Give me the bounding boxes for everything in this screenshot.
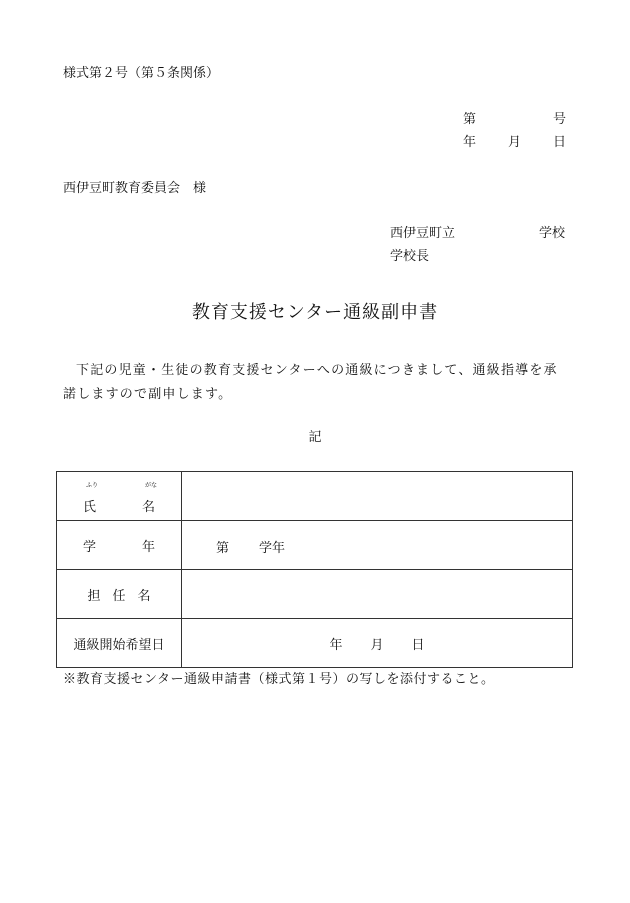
grade-field[interactable] <box>182 521 573 570</box>
document-number-suffix: 号 <box>553 112 567 127</box>
date-year: 年 <box>463 135 477 150</box>
grade-suffix: 学年 <box>259 541 286 556</box>
attachment-note: ※教育支援センター通級申請書（様式第１号）の写しを添付すること。 <box>63 672 495 687</box>
start-year: 年 <box>329 637 343 653</box>
teacher-label-2: 任 <box>112 588 126 604</box>
start-date-label: 通級開始希望日 <box>57 619 182 668</box>
name-label-2: 名 <box>142 500 156 515</box>
principal-title: 学校長 <box>390 249 430 264</box>
name-field[interactable] <box>182 472 573 521</box>
name-label-1: 氏 <box>82 500 96 515</box>
grade-prefix: 第 <box>216 541 230 556</box>
date-day: 日 <box>553 135 567 150</box>
date-month: 月 <box>508 135 522 150</box>
body-text: 下記の児童・生徒の教育支援センターへの通級につきまして、通級指導を承諾しますので副申します。 <box>63 363 558 402</box>
start-month: 月 <box>370 637 384 653</box>
start-day: 日 <box>411 637 425 653</box>
grade-label-2: 年 <box>142 539 156 555</box>
table-row-name <box>57 472 573 521</box>
teacher-label-3: 名 <box>137 588 151 604</box>
start-date-field[interactable] <box>182 619 573 668</box>
table-row-grade <box>57 521 573 570</box>
teacher-label <box>57 570 182 619</box>
name-label <box>57 496 181 515</box>
form-number: 様式第２号（第５条関係） <box>63 66 220 81</box>
furigana-1: ふり <box>86 482 99 489</box>
table-row-teacher <box>57 570 573 619</box>
school-name-prefix: 西伊豆町立 <box>390 226 456 241</box>
ki-heading: 記 <box>308 430 322 445</box>
name-label-cell <box>57 472 182 521</box>
teacher-field[interactable] <box>182 570 573 619</box>
school-name-suffix: 学校 <box>539 226 566 241</box>
document-number-prefix: 第 <box>463 112 477 127</box>
addressee: 西伊豆町教育委員会 様 <box>63 181 207 196</box>
document-title: 教育支援センター通級副申書 <box>191 302 439 323</box>
teacher-label-1: 担 <box>87 588 101 604</box>
form-table <box>56 471 573 668</box>
grade-label-1: 学 <box>82 539 96 555</box>
table-row-start-date <box>57 619 573 668</box>
grade-label <box>57 521 182 570</box>
furigana-2: がな <box>145 482 158 489</box>
